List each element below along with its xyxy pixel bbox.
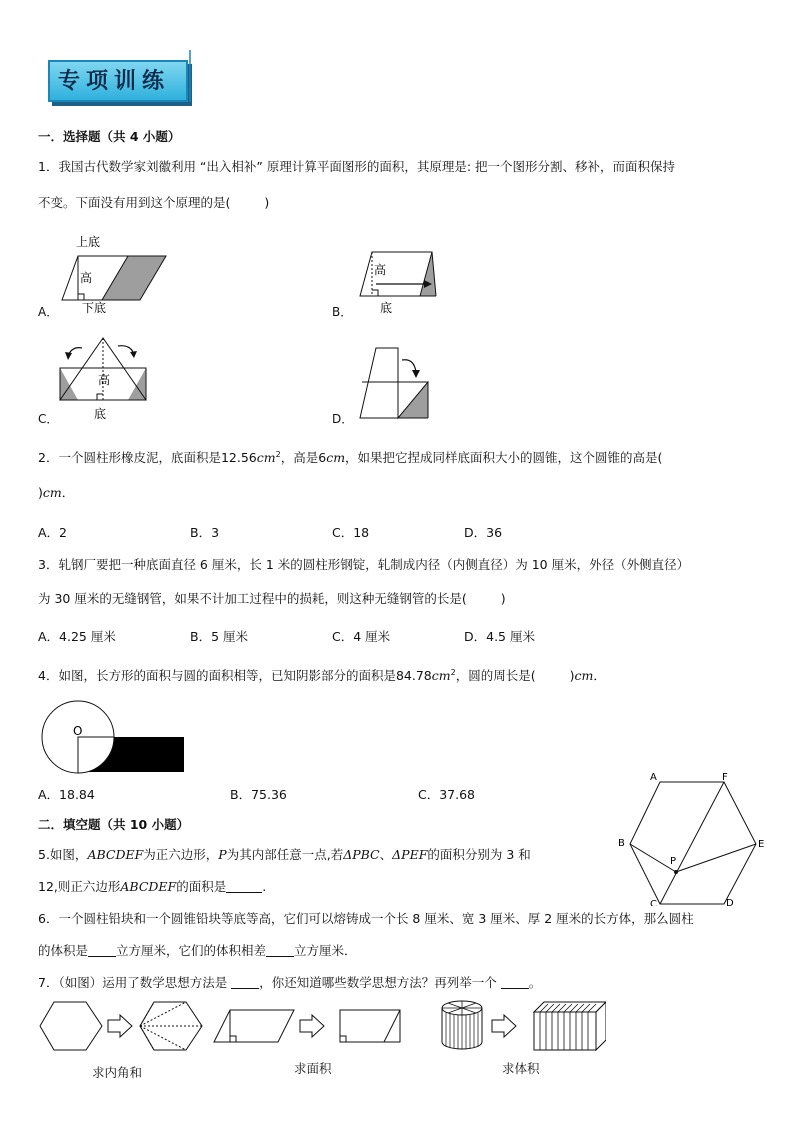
q5-text-d: 的面积分别为 3 和 bbox=[427, 847, 531, 862]
q5-sep: 、 bbox=[379, 847, 393, 862]
q7-text-a: 7．（如图）运用了数学思想方法是 bbox=[38, 975, 228, 990]
fig-d-letter: D． bbox=[332, 412, 354, 426]
q2-line1 bbox=[38, 446, 662, 467]
fig-a-bottom-label: 下底 bbox=[82, 301, 107, 315]
q3-option-d: D．4.5 厘米 bbox=[464, 629, 535, 644]
banner-title: 专项训练 bbox=[57, 68, 170, 94]
figure-a-trapezoid bbox=[56, 232, 176, 318]
fig-b-bottom-label: 底 bbox=[380, 301, 393, 315]
q2-option-d: D．36 bbox=[464, 525, 503, 540]
q2-text-a: 2．一个圆柱形橡皮泥，底面积是 bbox=[38, 450, 221, 466]
q4-line1 bbox=[38, 664, 606, 685]
figure-q5-hexagon bbox=[612, 766, 768, 906]
q7-caption-1: 求内角和 bbox=[92, 1065, 143, 1080]
fig-a-letter: A． bbox=[38, 305, 59, 319]
fig-b-height-label: 高 bbox=[374, 263, 387, 277]
hex-label-f: F bbox=[722, 772, 728, 783]
q3-option-a: A．4.25 厘米 bbox=[38, 629, 116, 644]
q5-hex: ABCDEF bbox=[87, 847, 144, 862]
q2-area: 12.56 bbox=[220, 450, 257, 466]
figure-b-parallelogram bbox=[352, 246, 442, 318]
fig-c-letter: C． bbox=[38, 412, 59, 426]
q2-unit-cm2: cm bbox=[256, 450, 276, 466]
q2-option-a: A．2 bbox=[38, 525, 68, 540]
q5-tri1: ΔPBC bbox=[343, 847, 380, 862]
q7-line1 bbox=[38, 974, 541, 992]
q5-line2 bbox=[38, 878, 266, 896]
q6-text-c: 立方厘米． bbox=[294, 943, 357, 958]
q4-center-label: O bbox=[73, 724, 83, 738]
q6-line2 bbox=[38, 942, 357, 960]
q6-blank-1[interactable] bbox=[88, 944, 116, 957]
q2-line2-unit: cm bbox=[42, 485, 62, 500]
fig-c-bottom-label: 底 bbox=[94, 407, 107, 421]
q1-line1: 1．我国古代数学家刘徽利用 “出入相补” 原理计算平面图形的面积，其原理是: 把一个图形分割、移补，而面积保持 bbox=[38, 159, 676, 174]
q4-option-b: B．75.36 bbox=[230, 787, 287, 802]
q7-blank-1[interactable] bbox=[231, 976, 259, 989]
fig-c-height-label: 高 bbox=[98, 373, 111, 387]
q5-p: P bbox=[218, 847, 227, 862]
q4-option-c: C．37.68 bbox=[418, 787, 476, 802]
q4-paren-close: ) bbox=[569, 668, 575, 684]
figure-q4-circle-rectangle bbox=[38, 698, 188, 776]
q7-caption-3: 求体积 bbox=[502, 1061, 540, 1076]
q2-sup: 2 bbox=[275, 450, 281, 459]
hex-label-p: P bbox=[670, 856, 677, 867]
q2-text-c: ，如果把它捏成同样底面积大小的圆锥，这个圆锥的高是( bbox=[345, 450, 663, 466]
q2-unit-cm: cm bbox=[326, 450, 346, 466]
q3-option-b: B．5 厘米 bbox=[190, 629, 249, 644]
q2-text-b: ，高是 bbox=[280, 450, 319, 466]
q1-text: 不变。下面没有用到这个原理的是( bbox=[38, 195, 231, 210]
hex-label-d: D bbox=[726, 898, 734, 906]
figure-c-triangle bbox=[56, 334, 152, 424]
hex-label-b: B bbox=[618, 838, 625, 849]
q4-option-a: A．18.84 bbox=[38, 787, 95, 802]
q4-unit2: cm bbox=[574, 668, 594, 684]
q5-text-b: 为正六边形， bbox=[143, 847, 219, 862]
section-banner bbox=[44, 58, 186, 102]
q4-area: 84.78 bbox=[395, 668, 432, 684]
q2-line2-end: ． bbox=[61, 485, 75, 500]
q5-text-f: 的面积是 bbox=[176, 879, 227, 894]
q6-line1: 6．一个圆柱铅块和一个圆锥铅块等底等高，它们可以熔铸成一个长 8 厘米、宽 3 厘米、厚 2 厘米的长方体，那么圆柱 bbox=[38, 911, 694, 926]
q1-line2 bbox=[38, 194, 269, 212]
hex-label-e: E bbox=[758, 839, 765, 850]
q5-text-g: . bbox=[262, 879, 267, 894]
q7-caption-2: 求面积 bbox=[294, 1061, 332, 1076]
q4-sup: 2 bbox=[450, 668, 456, 677]
q2-option-c: C．18 bbox=[332, 525, 370, 540]
q5-text-c: 为其内部任意一点,若 bbox=[226, 847, 344, 862]
q4-end: ． bbox=[593, 668, 606, 684]
q1-paren-close: ) bbox=[264, 195, 270, 210]
hex-label-a: A bbox=[650, 772, 657, 783]
fig-a-top-label: 上底 bbox=[76, 235, 101, 249]
q5-hex2: ABCDEF bbox=[120, 879, 177, 894]
q5-line1 bbox=[38, 846, 531, 864]
banner-accent-line bbox=[186, 50, 196, 102]
section-2-title: 二．填空题（共 10 小题） bbox=[38, 817, 190, 832]
q3-line1: 3．轧钢厂要把一种底面直径 6 厘米，长 1 米的圆柱形钢锭，轧制成内径（内侧直径）为 10 厘米，外径（外侧直径） bbox=[38, 557, 690, 572]
q6-text-b: 立方厘米，它们的体积相差 bbox=[116, 943, 267, 958]
q2-option-b: B．3 bbox=[190, 525, 220, 540]
q2-line2 bbox=[38, 484, 74, 502]
q4-text-a: 4．如图，长方形的面积与圆的面积相等，已知阴影部分的面积是 bbox=[38, 668, 396, 684]
section-1-title: 一．选择题（共 4 小题） bbox=[38, 129, 181, 144]
q7-text-c: 。 bbox=[528, 975, 542, 990]
q3-option-c: C．4 厘米 bbox=[332, 629, 391, 644]
q5-text-e: 12,则正六边形 bbox=[38, 879, 121, 894]
q3-paren-close: ) bbox=[500, 591, 506, 606]
q5-tri2: ΔPEF bbox=[392, 847, 428, 862]
q6-blank-2[interactable] bbox=[266, 944, 294, 957]
hex-label-c: C bbox=[650, 899, 657, 906]
q5-answer-blank[interactable] bbox=[226, 880, 262, 893]
fig-b-letter: B． bbox=[332, 305, 353, 319]
q4-text-b: ，圆的周长是( bbox=[455, 668, 536, 684]
q3-text: 为 30 厘米的无缝钢管，如果不计加工过程中的损耗，则这种无缝钢管的长是( bbox=[38, 591, 467, 606]
q5-text-a: 5.如图， bbox=[38, 847, 88, 862]
q2-paren-close: ) bbox=[38, 485, 43, 500]
fig-a-height-label: 高 bbox=[80, 271, 93, 285]
q4-unit: cm bbox=[431, 668, 451, 684]
q6-text-a: 的体积是 bbox=[38, 943, 89, 958]
q7-blank-2[interactable] bbox=[501, 976, 529, 989]
figure-d-trapezoid bbox=[356, 344, 434, 424]
q7-text-b: ，你还知道哪些数学思想方法？再列举一个 bbox=[259, 975, 497, 990]
figure-q7-methods bbox=[36, 998, 606, 1060]
q2-height: 6 bbox=[318, 450, 327, 466]
q3-line2 bbox=[38, 590, 506, 608]
